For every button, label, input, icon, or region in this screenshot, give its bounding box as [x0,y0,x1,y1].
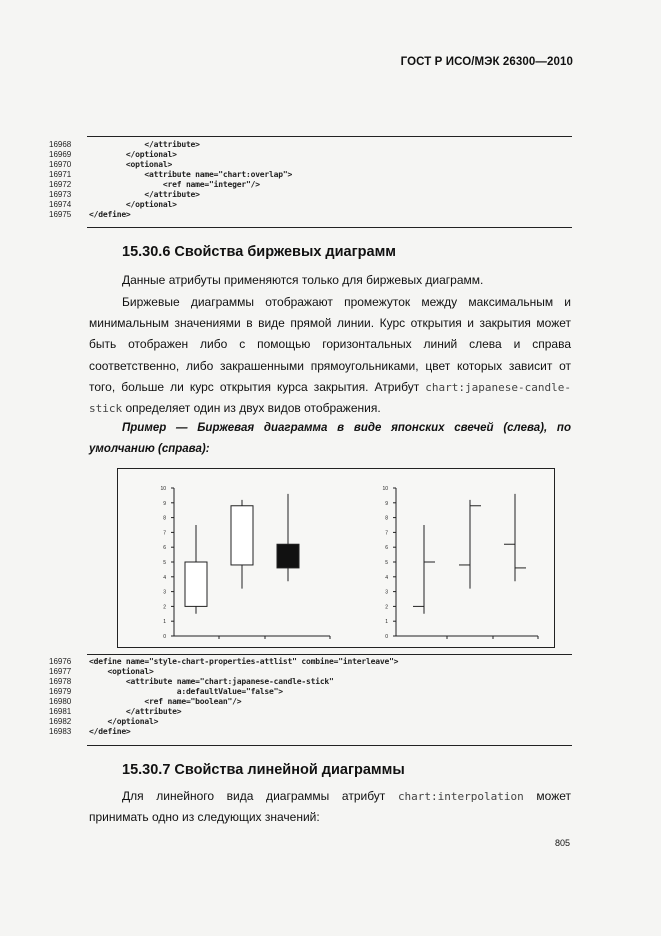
code-text: <optional> [89,160,173,169]
code-line [49,727,572,737]
code-line [49,697,572,707]
code-line [49,140,572,150]
line-number: 16970 [49,160,72,169]
code-line [49,150,572,160]
code-rule-bottom [87,227,572,228]
y-tick-label: 10 [382,486,388,492]
paragraph-stock-description [89,292,571,419]
code-text: a:defaultValue="false"> [89,687,283,696]
y-tick-label: 7 [163,530,166,537]
y-tick-label: 5 [163,560,166,566]
line-number: 16968 [49,140,72,149]
attribute-code: chart:japanese-candle-stick [89,380,571,416]
paragraph-text: может принимать одно из следующих значений: [89,789,571,825]
y-tick-label: 4 [385,574,388,581]
section-heading-line-properties: 15.30.7 Свойства линейной диаграммы [122,762,405,778]
y-tick-label: 1 [385,619,388,626]
line-number: 16978 [49,677,72,686]
code-text: </attribute> [89,140,200,149]
line-number: 16977 [49,667,72,676]
y-tick-label: 9 [163,500,166,507]
y-tick-label: 0 [163,634,166,640]
code-rule-bottom [87,745,572,746]
candle-body [277,544,299,568]
code-text: </attribute> [89,190,200,199]
y-tick-label: 7 [385,530,388,537]
paragraph-stock-scope: Данные атрибуты применяются только для биржевых диаграмм. [122,273,484,287]
paragraph-text: определяет один из двух видов отображения. [122,401,381,416]
y-tick-label: 6 [163,545,166,552]
example-caption: Пример — Биржевая диаграмма в виде японских свечей (слева), по умолчанию (справа): [89,422,571,455]
code-line [49,180,572,190]
code-text: </optional> [89,200,177,209]
code-text: <attribute name="chart:japanese-candle-stick" [89,677,334,686]
code-text: </optional> [89,717,159,726]
code-text: <define name="style-chart-properties-attlist" combine="interleave"> [89,657,399,666]
line-number: 16976 [49,657,72,666]
code-line [49,687,572,697]
page-number: 805 [554,838,570,848]
y-tick-label: 8 [163,515,166,522]
y-tick-label: 4 [163,574,166,581]
document-code-header: ГОСТ Р ИСО/МЭК 26300—2010 [400,56,573,68]
paragraph-text: Для линейного вида диаграммы атрибут [122,789,398,803]
line-number: 16972 [49,180,72,189]
y-tick-label: 5 [385,560,388,566]
y-tick-label: 2 [163,604,166,611]
line-number: 16982 [49,717,72,726]
line-number: 16975 [49,210,72,219]
code-text: </define> [89,210,131,219]
line-number: 16973 [49,190,72,199]
code-line [49,677,572,687]
code-line [49,190,572,200]
code-rule-top [87,654,572,655]
code-line [49,200,572,210]
y-tick-label: 3 [385,589,388,596]
y-tick-label: 1 [163,619,166,626]
y-tick-label: 2 [385,604,388,611]
y-tick-label: 6 [385,545,388,552]
code-line [49,170,572,180]
code-line [49,707,572,717]
y-tick-label: 8 [385,515,388,522]
stock-charts-svg [118,469,554,647]
line-number: 16974 [49,200,72,209]
y-tick-label: 3 [163,589,166,596]
section-heading-stock-properties: 15.30.6 Свойства биржевых диаграмм [122,244,397,260]
code-line [49,667,572,677]
y-tick-label: 9 [385,500,388,507]
paragraph-line-interpolation [89,786,571,828]
line-number: 16971 [49,170,72,179]
code-rule-top [87,136,572,137]
line-number: 16969 [49,150,72,159]
code-text: </attribute> [89,707,182,716]
y-tick-label: 0 [385,634,388,640]
code-text: <attribute name="chart:overlap"> [89,170,293,179]
candle-body [185,562,207,606]
line-number: 16981 [49,707,72,716]
code-text: <ref name="boolean"/> [89,697,242,706]
code-text: </optional> [89,150,177,159]
attribute-code: chart:interpolation [397,790,524,803]
code-text: <ref name="integer"/> [89,180,260,189]
code-text: </define> [89,727,131,736]
line-number: 16980 [49,697,72,706]
code-line [49,657,572,667]
line-number: 16983 [49,727,72,736]
code-text: <optional> [89,667,154,676]
paragraph-text: Биржевые диаграммы отображают промежуток между максимальным и минимальным значениями в виде прямой линии. Курс открытия и закрытия может быть отображен либо с помощью горизонтальных линий слева и справа соответственно, либо закрашенными прямоугольниками, цвет которых зависит от того, больше ли курс открытия курса закрытия. Атрибут [89,295,571,394]
code-line [49,210,572,220]
candle-body [231,506,253,565]
line-number: 16979 [49,687,72,696]
code-line [49,160,572,170]
stock-chart-figure [117,468,555,648]
code-block-1 [49,136,572,228]
code-line [49,717,572,727]
y-tick-label: 10 [160,486,166,492]
code-block-2 [49,654,572,746]
